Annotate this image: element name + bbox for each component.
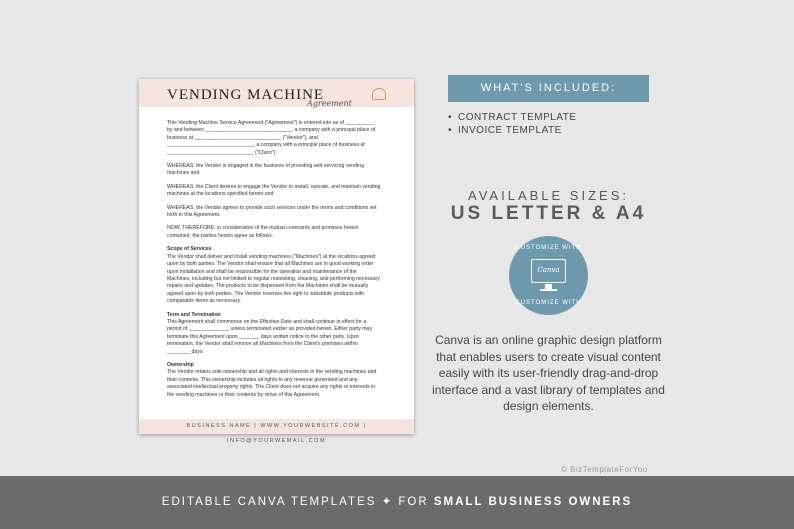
included-heading: WHAT'S INCLUDED: (448, 75, 649, 102)
sizes-value: US LETTER & A4 (450, 203, 647, 224)
document-title: VENDING MACHINE (167, 87, 325, 103)
document-paragraph: This Vending Machine Service Agreement ("Agreement") is entered into as of __________ by and between ______________________________, a company with a principal place of business at ______________________________ ("Vendor"), and ______________________________, a company with a principal place of business at ______________________________ ("Client"). (167, 120, 376, 156)
house-logo-icon (372, 88, 386, 100)
sizes-label: AVAILABLE SIZES: (468, 188, 629, 203)
monitor-base (540, 289, 557, 291)
section-text: The Vendor shall deliver and install vending machines ("Machines") at the locations agreed upon by both parties. The Vendor shall ensure that all Machines are in good working order upon installation and shall be responsible for the operation and maintenance of the Machines, including but not limited to regular restocking, cleaning, and performing necessary repairs and updates. The products to be dispensed from the Machines shall be mutually agreed upon by both parties. The Vendor reserves the right to substitute products with comparable items as necessary. (167, 253, 380, 305)
document-body (167, 120, 381, 405)
document-footer: BUSINESS NAME | WWW.YOURWEBSITE.COM | INFO@YOURWEMAIL.COM (139, 419, 414, 434)
bottom-banner (0, 476, 794, 529)
document-paragraph: WHEREAS, the Vendor is engaged in the business of providing and servicing vending machines and (167, 163, 364, 177)
document-paragraph: NOW, THEREFORE, in consideration of the mutual covenants and promises herein contained, the parties hereto agree as follows: (167, 225, 359, 239)
customize-with-canva-badge (509, 236, 588, 315)
monitor-icon (531, 259, 566, 283)
section-heading: Ownership (167, 361, 194, 368)
included-list (448, 111, 577, 137)
canva-description: Canva is an online graphic design platform that enables users to create visual content easily with its user-friendly drag-and-drop interface and a vast library of templates and design elements. (432, 333, 665, 413)
document-header (139, 79, 414, 107)
document-preview (139, 79, 414, 444)
banner-prefix: EDITABLE CANVA TEMPLATES ✦ FOR (161, 496, 434, 508)
section-text: The Vendor retains sole ownership and all rights and interests in the vending machines and their contents. This ownership includes all rights to any revenue generated and any associated intellectual property rights. The Client does not acquire any rights or interests in the vending machines or their contents by virtue of this Agreement. (167, 369, 377, 398)
copyright-text: © BizTemplateForYou (561, 465, 648, 474)
document-paragraph: WHEREAS, the Client desires to engage the Vendor to install, operate, and maintain vending machines at the locations specified herein and (167, 183, 381, 198)
section-text: This Agreement shall commence on the Effective Date and shall continue in effect for a period of ______________ unless terminated earlier as provided herein. Either party may terminate this Agreement upon _______ days written notice to the other party. Upon termination, the Vendor shall remove all Machines from the Client's premises within ________ days. (167, 318, 373, 355)
section-heading: Term and Termination (167, 311, 221, 318)
included-item: • INVOICE TEMPLATE (448, 124, 577, 137)
section-heading: Scope of Services (167, 246, 212, 253)
badge-screen-text: Canva (537, 266, 560, 274)
badge-top-text: CUSTOMIZE WITH (515, 245, 582, 251)
badge-bottom-text: CUSTOMIZE WITH (515, 300, 582, 306)
banner-bold: SMALL BUSINESS OWNERS (433, 496, 633, 508)
document-paragraph: WHEREAS, the Vendor agrees to provide such services under the terms and conditions set forth in this Agreement. (167, 204, 377, 219)
included-item: • CONTRACT TEMPLATE (448, 111, 577, 124)
document-script-title: Agreement (307, 99, 352, 108)
